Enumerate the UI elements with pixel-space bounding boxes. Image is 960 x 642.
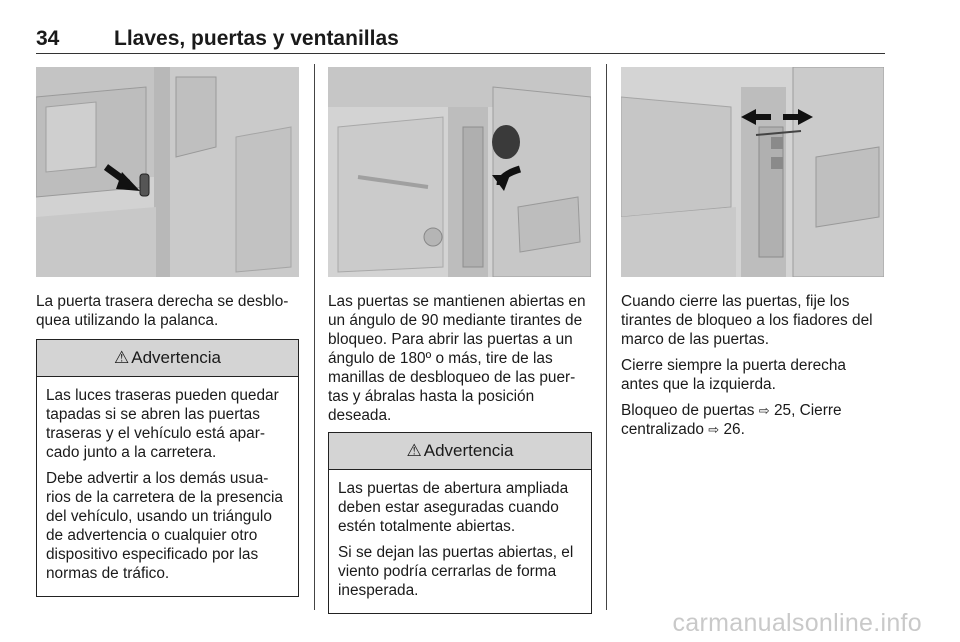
warning-header — [37, 340, 298, 377]
rear-door-lever-illustration — [36, 67, 299, 277]
body-paragraph: Cuando cierre las puertas, fije los tirantes de bloqueo a los fiadores del marco de las puertas. — [621, 293, 873, 348]
page-header — [36, 27, 885, 54]
ref-text: centralizado — [621, 421, 709, 438]
ref-page-link[interactable]: 26. — [719, 421, 745, 438]
column-3 — [621, 292, 886, 446]
warning-header — [329, 433, 591, 470]
warning-paragraph: Debe advertir a los demás usua-rios de la carretera de la presencia del vehículo, usando un triángulo de advertencia o cualquier otro dispositivo especificado por las normas de tráfico. — [46, 470, 283, 582]
watermark: carmanualsonline.info — [672, 609, 922, 637]
door-release-handle-illustration — [328, 67, 591, 277]
ref-text: Bloqueo de puertas — [621, 402, 759, 419]
warning-body — [37, 377, 298, 596]
body-paragraph: La puerta trasera derecha se desblo-quea utilizando la palanca. — [36, 293, 289, 329]
page-number: 34 — [36, 27, 60, 50]
column-divider — [314, 64, 315, 610]
door-check-strap-illustration — [621, 67, 884, 277]
ref-page-link[interactable]: 25, Cierre — [769, 402, 842, 419]
column-2 — [328, 292, 592, 614]
warning-paragraph: Si se dejan las puertas abiertas, el viento podría cerrarlas de forma inesperada. — [338, 544, 574, 599]
page-title: Llaves, puertas y ventanillas — [114, 27, 399, 50]
page-ref-arrow-icon: ⇨ — [708, 422, 720, 437]
body-paragraph: Las puertas se mantienen abiertas en un ángulo de 90 mediante tirantes de bloqueo. Para abrir las puertas a un ángulo de 180º o más, tire de las manillas de desbloqueo de las puer-tas y ábralas hasta la posición deseada. — [328, 293, 586, 424]
body-paragraph: Cierre siempre la puerta derecha antes que la izquierda. — [621, 357, 846, 393]
warning-paragraph: Las puertas de abertura ampliada deben estar aseguradas cuando estén totalmente abiertas. — [338, 480, 569, 535]
warning-box — [328, 432, 592, 614]
warning-title: Advertencia — [131, 348, 222, 367]
warning-box — [36, 339, 299, 597]
warning-title: Advertencia — [423, 441, 514, 460]
cross-reference — [621, 401, 886, 439]
warning-body — [329, 470, 591, 613]
warning-triangle-icon: ⚠ — [113, 348, 130, 367]
warning-triangle-icon: ⚠ — [406, 441, 422, 460]
column-1 — [36, 292, 299, 597]
warning-paragraph: Las luces traseras pueden quedar tapadas si se abren las puertas traseras y el vehículo está apar-cado junto a la carretera. — [46, 387, 279, 461]
page-ref-arrow-icon: ⇨ — [758, 403, 770, 418]
column-divider — [606, 64, 607, 610]
